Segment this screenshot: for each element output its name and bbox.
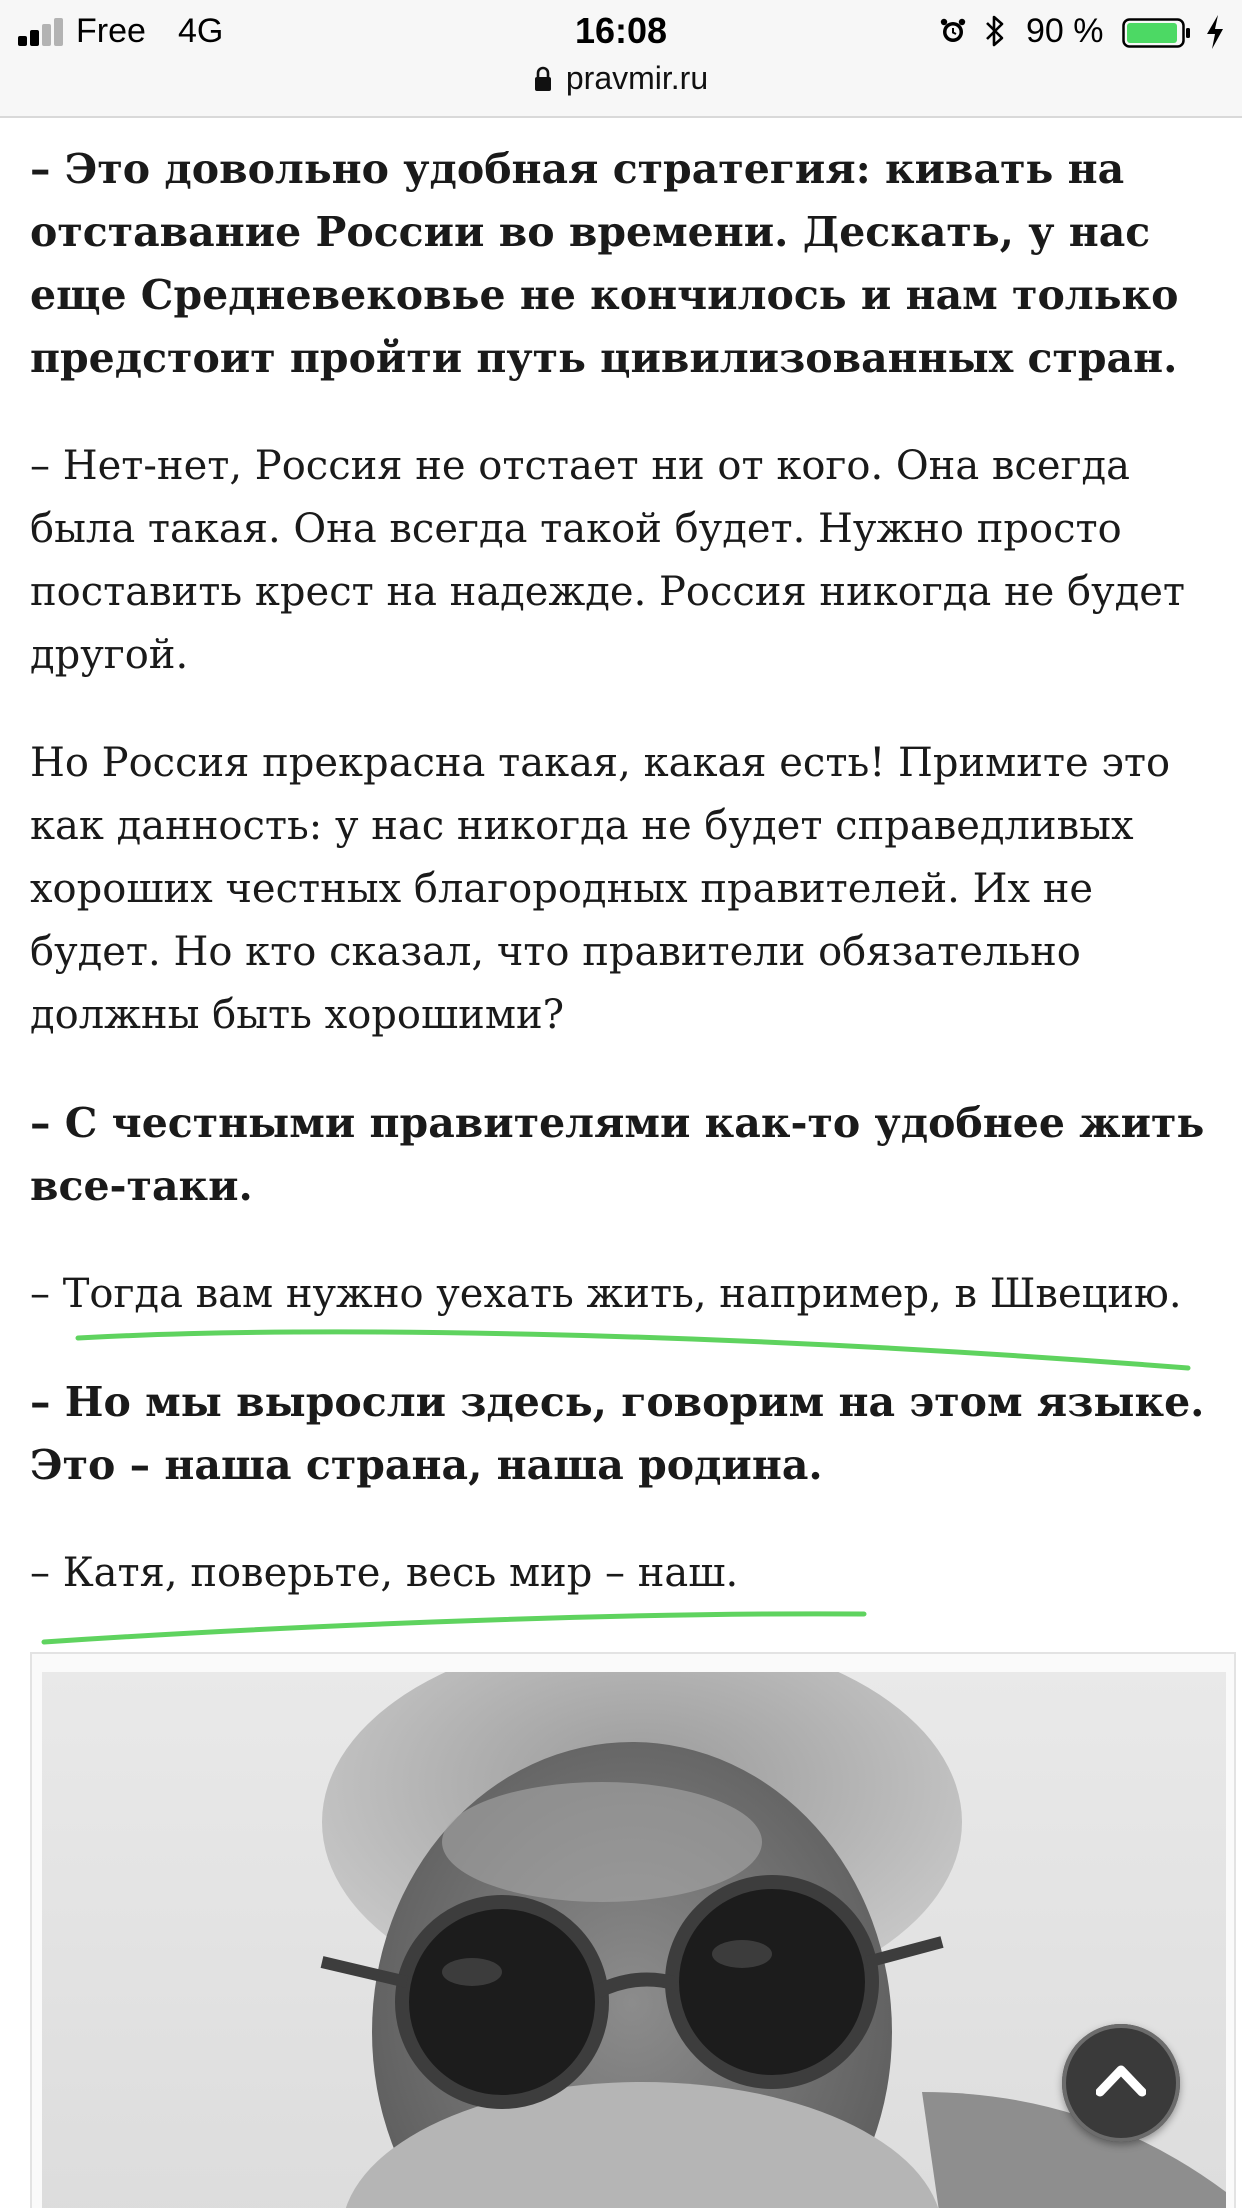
battery-icon [1122,18,1192,48]
status-bar [0,6,1242,58]
status-time: 16:08 [574,10,668,51]
browser-top-bar [0,0,1242,118]
alarm-icon [940,18,966,44]
portrait-illustration [42,1672,1226,2208]
lock-icon [534,66,552,92]
url-text: pravmir.ru [565,60,709,96]
bluetooth-icon [984,14,1006,48]
address-bar[interactable] [0,60,1242,104]
network-type: 4G [178,12,224,50]
battery-percentage: 90 % [1026,12,1104,50]
article-body [30,138,1220,1650]
highlighted-answer: – Катя, поверьте, весь мир – наш. [30,1550,739,1596]
article-photo-card [30,1652,1236,2208]
carrier-name: Free [76,12,146,50]
interview-answer: – Нет-нет, Россия не отстает ни от кого. Она всегда была такая. Она всегда такой будет. Нужно просто поставить крест на надежде. Россия никогда не будет другой. [30,443,1186,678]
interview-question: – С честными правителями как-то удобнее жить все-таки. [30,1099,1205,1210]
chevron-up-icon [1096,2062,1146,2098]
highlighted-answer: – Тогда вам нужно уехать жить, например, в Швецию. [30,1271,1182,1317]
interview-question: – Но мы выросли здесь, говорим на этом языке. Это – наша страна, наша родина. [30,1378,1205,1489]
portrait-photo-icon [42,1672,1226,2208]
scroll-to-top-button[interactable] [1062,2024,1180,2142]
interview-answer: Но Россия прекрасна такая, какая есть! Примите это как данность: у нас никогда не будет справедливых хороших честных благородных правителей. Их не будет. Но кто сказал, что правители обязательно должны быть хорошими? [30,740,1171,1038]
charging-icon [1204,14,1226,50]
interview-question: – Это довольно удобная стратегия: кивать на отставание России во времени. Дескать, у нас еще Средневековье не кончилось и нам только предстоит пройти путь цивилизованных стран. [30,145,1179,382]
